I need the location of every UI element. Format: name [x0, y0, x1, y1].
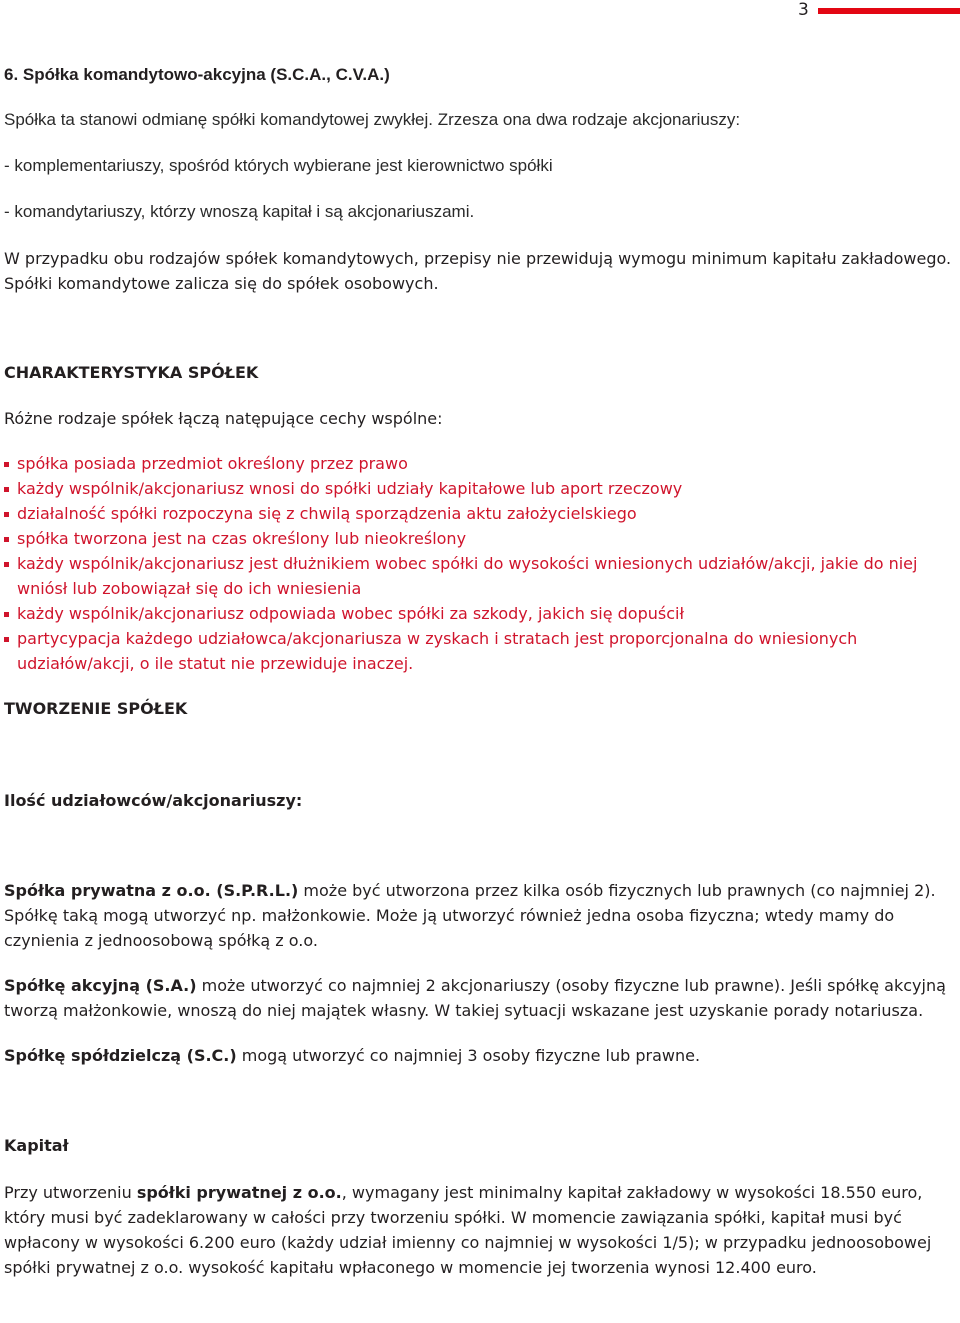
section-sca-title: 6. Spółka komandytowo-akcyjna (S.C.A., C.V.A.)	[4, 65, 390, 84]
list-item: spółka posiada przedmiot określony przez prawo	[4, 451, 959, 476]
list-item: każdy wspólnik/akcjonariusz jest dłużnikiem wobec spółki do wysokości wniesionych udziałów/akcji, jakie do niej wniósł lub zobowiązał się do ich wniesienia	[4, 551, 959, 601]
formation-sp-zoo-paragraph: Spółka prywatna z o.o. (S.P.R.L.) może być utworzona przez kilka osób fizycznych lub prawnych (co najmniej 2). Spółkę taką mogą utworzyć np. małżonkowie. Może ją utworzyć również jedna osoba fizyczna; wtedy mamy do czynienia z jednoosobową spółką z o.o.	[4, 881, 936, 950]
header-accent-bar	[818, 8, 960, 14]
characteristics-intro: Różne rodzaje spółek łączą natępujące cechy wspólne:	[4, 409, 443, 428]
bullet-icon	[4, 512, 9, 517]
sp-zoo-term: spółki prywatnej z o.o.	[136, 1183, 342, 1202]
document-body	[4, 64, 959, 1280]
sp-zoo-term: Spółka prywatna z o.o. (S.P.R.L.)	[4, 881, 299, 900]
bullet-icon	[4, 487, 9, 492]
section-sca-intro: Spółka ta stanowi odmianę spółki komandytowej zwykłej. Zrzesza ona dwa rodzaje akcjonariuszy:	[4, 110, 741, 129]
formation-sa-paragraph: Spółkę akcyjną (S.A.) może utworzyć co najmniej 2 akcjonariuszy (osoby fizyczne lub prawne). Jeśli spółkę akcyjną tworzą małżonkowie, wnoszą do niej majątek własny. W takiej sytuacji wskazane jest uzyskanie porady notariusza.	[4, 976, 946, 1020]
capital-paragraph: Przy utworzeniu spółki prywatnej z o.o., wymagany jest minimalny kapitał zakładowy w wysokości 18.550 euro, który musi być zadeklarowany w całości przy tworzeniu spółki. W momencie zawiązania spółki, kapitał musi być wpłacony w wysokości 6.200 euro (każdy udział imienny co najmniej w wysokości 1/5); w przypadku jednoosobowej spółki prywatnej z o.o. wysokość kapitału wpłaconego w momencie jej tworzenia wynosi 12.400 euro.	[4, 1183, 932, 1277]
list-item: partycypacja każdego udziałowca/akcjonariusza w zyskach i stratach jest proporcjonalna do wniesionych udziałów/akcji, o ile statut nie przewiduje inaczej.	[4, 626, 959, 676]
bullet-icon	[4, 462, 9, 467]
list-item: każdy wspólnik/akcjonariusz wnosi do spółki udziały kapitałowe lub aport rzeczowy	[4, 476, 959, 501]
page-number: 3	[798, 0, 809, 20]
formation-sc-paragraph: Spółkę spółdzielczą (S.C.) mogą utworzyć co najmniej 3 osoby fizyczne lub prawne.	[4, 1046, 701, 1065]
list-item: spółka tworzona jest na czas określony lub nieokreślony	[4, 526, 959, 551]
list-item: każdy wspólnik/akcjonariusz odpowiada wobec spółki za szkody, jakich się dopuścił	[4, 601, 959, 626]
section-sca-item-2: - komandytariuszy, którzy wnoszą kapitał i są akcjonariuszami.	[4, 202, 475, 221]
characteristics-list	[4, 451, 959, 676]
formation-heading: TWORZENIE SPÓŁEK	[4, 699, 188, 718]
capital-heading: Kapitał	[4, 1136, 69, 1155]
sa-term: Spółkę akcyjną (S.A.)	[4, 976, 197, 995]
bullet-icon	[4, 637, 9, 642]
section-sca-item-1: - komplementariuszy, spośród których wybierane jest kierownictwo spółki	[4, 156, 553, 175]
characteristics-heading: CHARAKTERYSTYKA SPÓŁEK	[4, 363, 259, 382]
list-item: działalność spółki rozpoczyna się z chwilą sporządzenia aktu założycielskiego	[4, 501, 959, 526]
formation-subheading: Ilość udziałowców/akcjonariuszy:	[4, 791, 303, 810]
bullet-icon	[4, 537, 9, 542]
sc-term: Spółkę spółdzielczą (S.C.)	[4, 1046, 237, 1065]
section-sca-note: W przypadku obu rodzajów spółek komandytowych, przepisy nie przewidują wymogu minimum kapitału zakładowego. Spółki komandytowe zalicza się do spółek osobowych.	[4, 249, 952, 293]
bullet-icon	[4, 562, 9, 567]
bullet-icon	[4, 612, 9, 617]
